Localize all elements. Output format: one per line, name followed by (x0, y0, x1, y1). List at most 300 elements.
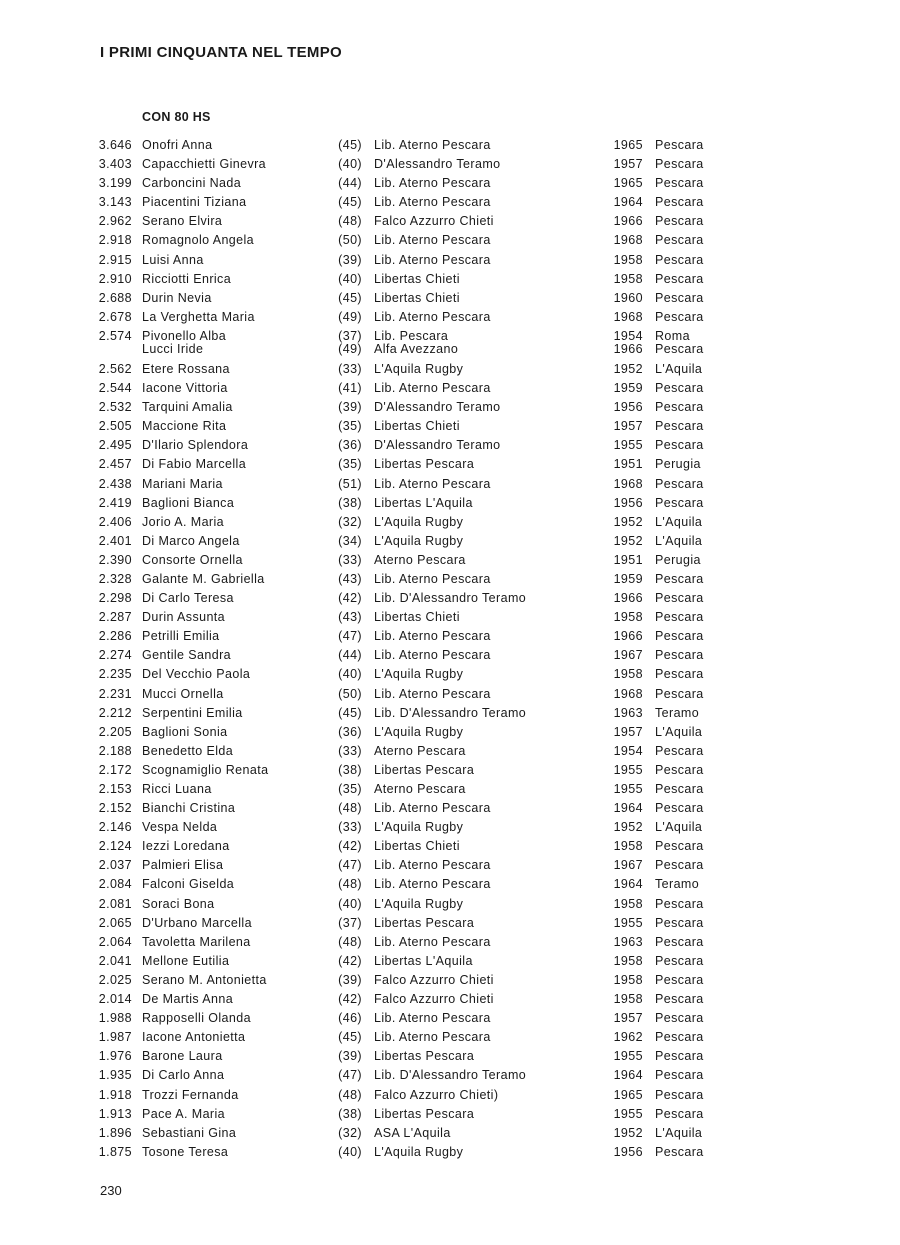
athlete-name-cell-text: De Martis Anna (142, 992, 234, 1007)
year-cell-text: 1958 (613, 610, 643, 625)
club-cell-text: Lib. Aterno Pescara (374, 1030, 491, 1045)
athlete-name-cell (142, 685, 224, 704)
club-cell (374, 971, 494, 990)
athlete-name-cell (142, 723, 228, 742)
age-cell (326, 742, 362, 761)
athlete-name-cell-text: Di Marco Angela (142, 533, 240, 548)
score-cell (84, 856, 132, 875)
age-cell (326, 895, 362, 914)
score-cell (84, 1028, 132, 1047)
place-cell-text: Pescara (655, 858, 704, 873)
score-cell-text: 2.406 (98, 514, 132, 529)
club-cell (374, 570, 491, 589)
place-cell (655, 1105, 704, 1124)
athlete-name-cell-text: Luisi Anna (142, 252, 204, 267)
club-cell (374, 330, 458, 356)
athlete-name-cell (142, 551, 243, 570)
club-cell-text: Libertas Pescara (374, 1106, 475, 1121)
athlete-name-cell-text: Serpentini Emilia (142, 705, 243, 720)
year-cell-text: 1958 (613, 271, 643, 286)
year-cell-text: 1956 (613, 1144, 643, 1159)
score-cell (84, 742, 132, 761)
place-cell (655, 475, 704, 494)
age-cell-text: (48) (338, 214, 362, 229)
club-cell-text: Libertas Pescara (374, 762, 475, 777)
score-cell (84, 1086, 132, 1105)
score-cell (84, 990, 132, 1009)
club-cell (374, 379, 491, 398)
year-cell-text: 1958 (613, 667, 643, 682)
year-cell-text: 1958 (613, 953, 643, 968)
age-cell-text: (38) (338, 1106, 362, 1121)
athlete-name-cell-text: Vespa Nelda (142, 820, 218, 835)
score-cell (84, 1009, 132, 1028)
club-cell-text: Aterno Pescara (374, 743, 466, 758)
club-cell (374, 270, 460, 289)
table-row (0, 1086, 900, 1105)
age-cell-text: (48) (338, 801, 362, 816)
table-row (0, 780, 900, 799)
year-cell-text: 1960 (613, 290, 643, 305)
score-cell-text: 3.143 (98, 195, 132, 210)
club-cell (374, 665, 463, 684)
club-cell (374, 799, 491, 818)
athlete-name-cell (142, 646, 231, 665)
athlete-name-cell (142, 330, 226, 356)
club-cell-text: Libertas Chieti (374, 839, 460, 854)
score-cell (84, 570, 132, 589)
table-row (0, 875, 900, 894)
year-cell (580, 1047, 643, 1066)
athlete-name-cell-text: Serano M. Antonietta (142, 972, 267, 987)
athlete-name-cell (142, 1086, 239, 1105)
table-row (0, 570, 900, 589)
place-cell-text: Pescara (655, 176, 704, 191)
page-number: 230 (100, 1183, 122, 1198)
athlete-name-cell-text: Pivonello Alba (142, 328, 227, 343)
athlete-name-cell-text: Di Carlo Teresa (142, 591, 234, 606)
score-cell-text: 2.212 (98, 705, 132, 720)
club-cell (374, 1066, 526, 1085)
table-row (0, 379, 900, 398)
place-cell-text: Pescara (655, 381, 704, 396)
athlete-name-cell-text: Durin Nevia (142, 290, 212, 305)
year-cell (580, 193, 643, 212)
place-cell (655, 330, 704, 356)
club-cell (374, 589, 526, 608)
score-cell-text: 2.041 (98, 953, 132, 968)
year-cell-text: 1955 (613, 762, 643, 777)
club-cell (374, 818, 463, 837)
year-cell-text: 1963 (613, 934, 643, 949)
age-cell-text: (39) (338, 1049, 362, 1064)
year-cell-text: 1954 (613, 328, 643, 343)
place-cell-text: Pescara (655, 686, 704, 701)
club-cell-text: Aterno Pescara (374, 552, 466, 567)
year-cell (580, 494, 643, 513)
year-cell-text: 1959 (613, 571, 643, 586)
score-cell-text: 2.172 (98, 762, 132, 777)
score-cell-text: 2.153 (98, 782, 132, 796)
age-cell (326, 1009, 362, 1028)
year-cell (580, 251, 643, 270)
athlete-name-cell (142, 212, 222, 231)
athlete-name-cell (142, 856, 223, 875)
place-cell-text: Pescara (655, 1068, 704, 1083)
place-cell (655, 895, 704, 914)
year-cell (580, 1105, 643, 1124)
place-cell (655, 914, 704, 933)
athlete-name-cell-text: Ricci Luana (142, 782, 212, 796)
score-cell-text: 1.918 (98, 1087, 132, 1102)
place-cell-text: L'Aquila (655, 820, 703, 835)
table-row (0, 990, 900, 1009)
athlete-name-cell (142, 799, 235, 818)
age-cell-text: (32) (338, 1125, 362, 1140)
table-row (0, 627, 900, 646)
place-cell (655, 627, 704, 646)
club-cell (374, 513, 463, 532)
age-cell (326, 570, 362, 589)
year-cell-text: 1955 (613, 1049, 643, 1064)
score-cell (84, 723, 132, 742)
score-cell-text: 2.298 (98, 591, 132, 606)
score-cell (84, 646, 132, 665)
table-row (0, 933, 900, 952)
table-row (0, 308, 900, 327)
score-cell (84, 875, 132, 894)
club-cell (374, 1124, 451, 1143)
score-cell-text: 2.065 (98, 915, 132, 930)
athlete-name-cell-text: Iezzi Loredana (142, 839, 230, 854)
place-cell (655, 589, 704, 608)
place-cell (655, 665, 704, 684)
place-cell (655, 417, 704, 436)
year-cell (580, 1028, 643, 1047)
club-cell (374, 1047, 474, 1066)
score-cell-text: 2.025 (98, 972, 132, 987)
year-cell (580, 570, 643, 589)
score-cell (84, 532, 132, 551)
score-cell (84, 436, 132, 455)
athlete-name-cell-text: Iacone Vittoria (142, 381, 228, 396)
score-cell-text: 2.084 (98, 877, 132, 892)
club-cell-text: L'Aquila Rugby (374, 533, 464, 548)
club-cell-text: Falco Azzurro Chieti (374, 214, 494, 229)
age-cell-text: (47) (338, 1068, 362, 1083)
table-row (0, 895, 900, 914)
athlete-name-cell-text: Trozzi Fernanda (142, 1087, 239, 1102)
year-cell (580, 136, 643, 155)
year-cell-text: 1966 (613, 214, 643, 229)
score-cell-text: 1.896 (98, 1125, 132, 1140)
athlete-name-cell-text: Baglioni Sonia (142, 724, 228, 739)
score-cell-text: 2.457 (98, 457, 132, 472)
year-cell (580, 513, 643, 532)
club-cell (374, 856, 491, 875)
place-cell (655, 136, 704, 155)
place-cell (655, 818, 702, 837)
age-cell-text: (40) (338, 157, 362, 172)
age-cell-text: (40) (338, 896, 362, 911)
place-cell (655, 856, 704, 875)
club-cell-text: Lib. Aterno Pescara (374, 629, 491, 644)
athlete-name-cell-text: Palmieri Elisa (142, 858, 224, 873)
age-cell-text: (43) (338, 571, 362, 586)
table-row (0, 1028, 900, 1047)
score-cell (84, 231, 132, 250)
club-cell (374, 875, 491, 894)
score-cell (84, 761, 132, 780)
place-cell (655, 933, 704, 952)
age-cell-text: (42) (338, 591, 362, 606)
age-cell (326, 627, 362, 646)
score-cell-text: 2.014 (98, 992, 132, 1007)
score-cell-text: 2.505 (98, 419, 132, 434)
year-cell-text: 1952 (613, 820, 643, 835)
club-cell (374, 212, 494, 231)
athlete-name-cell (142, 494, 234, 513)
age-cell (326, 1124, 362, 1143)
athlete-name-cell-text: Romagnolo Angela (142, 233, 255, 248)
athlete-name-cell (142, 837, 230, 856)
score-cell-text: 2.915 (98, 252, 132, 267)
age-cell-text: (51) (338, 476, 362, 491)
score-cell-text: 2.188 (98, 743, 132, 758)
age-cell (326, 723, 362, 742)
club-cell (374, 933, 491, 952)
place-cell-text: Pescara (655, 839, 704, 854)
score-cell-text: 2.495 (98, 438, 132, 453)
club-cell-text: Libertas L'Aquila (374, 953, 473, 968)
score-cell (84, 627, 132, 646)
age-cell-text: (44) (338, 176, 362, 191)
year-cell (580, 704, 643, 723)
athlete-name-cell (142, 231, 254, 250)
score-cell (84, 360, 132, 379)
age-cell (326, 360, 362, 379)
age-cell-text: (40) (338, 667, 362, 682)
year-cell-text: 1958 (613, 839, 643, 854)
age-cell (326, 875, 362, 894)
score-cell-text: 3.199 (98, 176, 132, 191)
score-cell (84, 971, 132, 990)
age-cell (326, 155, 362, 174)
club-cell (374, 475, 491, 494)
place-cell (655, 570, 704, 589)
place-cell (655, 551, 701, 570)
age-cell-text: (43) (338, 610, 362, 625)
age-cell (326, 665, 362, 684)
athlete-name-cell-text: Tosone Teresa (142, 1144, 229, 1159)
club-cell-text: Lib. Aterno Pescara (374, 858, 491, 873)
score-cell (84, 780, 132, 799)
score-cell-text: 2.146 (98, 820, 132, 835)
age-cell-text: (33) (338, 361, 362, 376)
athlete-name-cell-text: Baglioni Bianca (142, 495, 235, 510)
club-cell (374, 627, 491, 646)
year-cell-text: 1966 (613, 629, 643, 644)
club-cell-text: Lib. Aterno Pescara (374, 195, 491, 210)
score-cell (84, 665, 132, 684)
score-cell-text: 1.976 (98, 1049, 132, 1064)
age-cell (326, 251, 362, 270)
year-cell-text: 1951 (613, 552, 643, 567)
place-cell-text: Pescara (655, 1144, 704, 1159)
place-cell (655, 646, 704, 665)
place-cell-text: Pescara (655, 400, 704, 415)
athlete-name-cell (142, 1047, 223, 1066)
age-cell-text: (39) (338, 252, 362, 267)
age-cell-text: (42) (338, 992, 362, 1007)
club-cell-text: Libertas Pescara (374, 457, 475, 472)
score-cell-text: 1.913 (98, 1106, 132, 1121)
year-cell-text: 1958 (613, 896, 643, 911)
athlete-name-cell (142, 360, 230, 379)
age-cell-text: (45) (338, 195, 362, 210)
table-row (0, 455, 900, 474)
athlete-name-cell-text: D'Urbano Marcella (142, 915, 252, 930)
club-cell (374, 837, 460, 856)
age-cell (326, 1143, 362, 1162)
score-cell (84, 952, 132, 971)
club-cell (374, 417, 460, 436)
athlete-name-cell-text: Falconi Giselda (142, 877, 235, 892)
score-cell (84, 155, 132, 174)
score-cell-text: 2.574 (98, 328, 132, 343)
year-cell (580, 856, 643, 875)
age-cell-text: (42) (338, 953, 362, 968)
athlete-name-cell-text: Etere Rossana (142, 361, 230, 376)
club-cell (374, 455, 474, 474)
year-cell (580, 589, 643, 608)
athlete-name-cell-text: D'Ilario Splendora (142, 438, 249, 453)
place-cell (655, 990, 704, 1009)
club-cell-text: Lib. Aterno Pescara (374, 801, 491, 816)
score-cell-text: 2.678 (98, 309, 132, 324)
age-cell (326, 589, 362, 608)
athlete-name-cell (142, 990, 233, 1009)
table-row (0, 551, 900, 570)
place-cell-text: Pescara (655, 495, 704, 510)
athlete-name-cell (142, 1009, 251, 1028)
place-cell-text: L'Aquila (655, 514, 703, 529)
age-cell-text: (50) (338, 233, 362, 248)
place-cell (655, 455, 701, 474)
score-cell-text: 1.988 (98, 1011, 132, 1026)
club-cell (374, 723, 463, 742)
score-cell-text: 2.562 (98, 361, 132, 376)
table-row (0, 212, 900, 231)
age-cell (326, 494, 362, 513)
score-cell-text: 2.235 (98, 667, 132, 682)
year-cell (580, 532, 643, 551)
score-cell (84, 475, 132, 494)
place-cell-text: Pescara (655, 271, 704, 286)
place-cell-text: L'Aquila (655, 724, 703, 739)
table-row (0, 193, 900, 212)
score-cell-text: 2.081 (98, 896, 132, 911)
year-cell (580, 308, 643, 327)
place-cell-text: Pescara (655, 233, 704, 248)
club-cell (374, 780, 466, 799)
athlete-name-cell-text: Soraci Bona (142, 896, 215, 911)
athlete-name-cell (142, 1143, 228, 1162)
score-cell (84, 1047, 132, 1066)
place-cell-text: Pescara (655, 953, 704, 968)
athlete-name-cell (142, 875, 234, 894)
year-cell-text: 1965 (613, 138, 643, 152)
age-cell (326, 289, 362, 308)
age-cell-text: (45) (338, 705, 362, 720)
athlete-name-cell-text: Tavoletta Marilena (142, 934, 251, 949)
athlete-name-cell (142, 417, 226, 436)
year-cell (580, 990, 643, 1009)
place-cell-text: Pescara (655, 648, 704, 663)
year-cell-text: 1968 (613, 233, 643, 248)
place-cell (655, 685, 704, 704)
place-cell-text: Teramo (655, 877, 700, 892)
age-cell (326, 532, 362, 551)
athlete-name-cell-text: Barone Laura (142, 1049, 223, 1064)
club-cell (374, 1086, 498, 1105)
year-cell (580, 455, 643, 474)
athlete-name-cell-text: Carboncini Nada (142, 176, 242, 191)
table-row (0, 289, 900, 308)
place-cell-text: Pescara (655, 591, 704, 606)
score-cell (84, 1124, 132, 1143)
score-cell-text: 2.910 (98, 271, 132, 286)
age-cell-text: (38) (338, 495, 362, 510)
table-row (0, 136, 900, 155)
place-cell-text: Pescara (655, 896, 704, 911)
age-cell-text: (36) (338, 724, 362, 739)
age-cell (326, 513, 362, 532)
club-cell-text: Lib. Aterno Pescara (374, 648, 491, 663)
year-cell (580, 971, 643, 990)
score-cell (84, 308, 132, 327)
year-cell-text: 1967 (613, 648, 643, 663)
age-cell-text: (48) (338, 934, 362, 949)
place-cell-text: Pescara (655, 1030, 704, 1045)
place-cell-text-secondary: Pescara (655, 341, 704, 356)
age-cell (326, 914, 362, 933)
club-cell-text: Lib. Aterno Pescara (374, 176, 491, 191)
athlete-name-cell (142, 1028, 245, 1047)
athlete-name-cell (142, 1066, 224, 1085)
year-cell-text: 1966 (613, 591, 643, 606)
club-cell-text: D'Alessandro Teramo (374, 157, 501, 172)
age-cell (326, 933, 362, 952)
club-cell-text: Lib. Aterno Pescara (374, 934, 491, 949)
place-cell-text: L'Aquila (655, 1125, 703, 1140)
table-row (0, 1105, 900, 1124)
age-cell (326, 136, 362, 155)
table-row (0, 856, 900, 875)
place-cell-text: Pescara (655, 419, 704, 434)
age-cell-text: (45) (338, 138, 362, 152)
page-title: I PRIMI CINQUANTA NEL TEMPO (100, 44, 342, 61)
place-cell (655, 193, 704, 212)
score-cell-text: 2.064 (98, 934, 132, 949)
place-cell (655, 875, 699, 894)
age-cell (326, 193, 362, 212)
age-cell-text: (45) (338, 290, 362, 305)
score-cell-text: 2.152 (98, 801, 132, 816)
athlete-name-cell (142, 155, 266, 174)
year-cell-text: 1956 (613, 495, 643, 510)
athlete-name-cell-text: La Verghetta Maria (142, 309, 255, 324)
